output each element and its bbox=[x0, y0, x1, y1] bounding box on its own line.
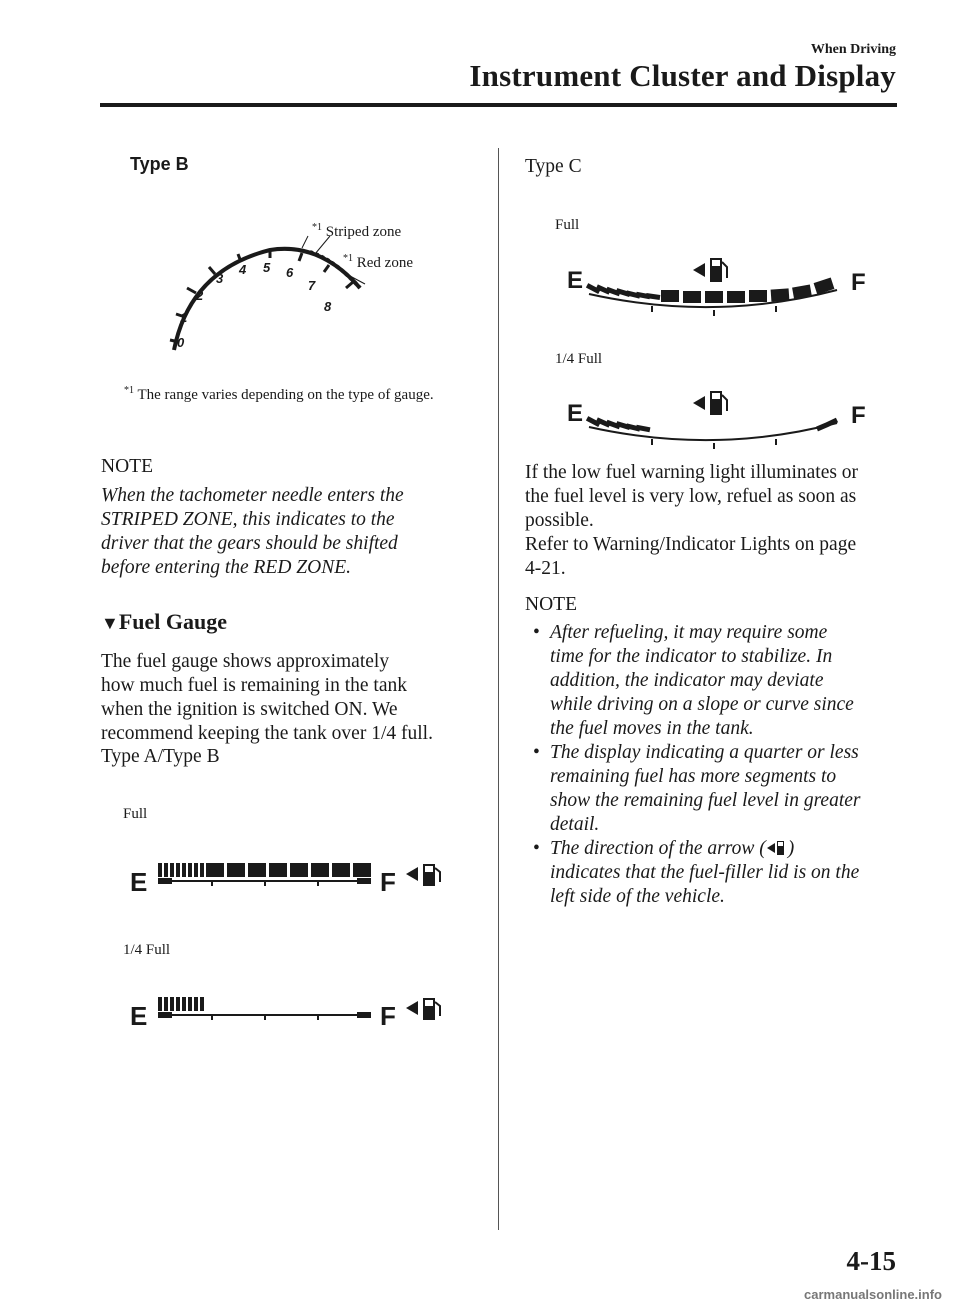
type-b-label: Type B bbox=[130, 154, 189, 174]
arrow-left-icon bbox=[693, 396, 705, 410]
column-divider bbox=[498, 148, 499, 1230]
tick-3 bbox=[209, 267, 215, 274]
type-c-quarter-label: 1/4 Full bbox=[555, 351, 603, 367]
arrow-left-icon bbox=[406, 867, 418, 881]
fuel-pump-icon bbox=[423, 864, 440, 886]
type-c-quarter-gauge bbox=[565, 385, 885, 457]
tachometer-footnote: $^{*1}$ The range varies depending on the type of gauge. bbox=[124, 385, 434, 403]
type-ab-label: Type A/Type B bbox=[101, 746, 220, 767]
striped-zone-label: $^{*1}$ Striped zone bbox=[312, 222, 402, 240]
tick-label-3: 3 bbox=[216, 271, 224, 286]
type-c-label: Type C bbox=[525, 156, 582, 177]
header-rule bbox=[100, 103, 897, 107]
red-zone-label: $^{*1}$ Red zone bbox=[343, 253, 413, 271]
note2-label: NOTE bbox=[525, 594, 577, 615]
e-label: E bbox=[130, 1001, 148, 1031]
type-ab-quarter-label: 1/4 Full bbox=[123, 942, 171, 958]
tick-label-1: 1 bbox=[180, 310, 188, 325]
fuel-gauge-body: The fuel gauge shows approximately how much fuel is remaining in the tank when the ignition is switched ON. We recommend keeping the tank over 1/4 full. bbox=[101, 651, 433, 744]
full-segments bbox=[158, 863, 371, 877]
page-title: Instrument Cluster and Display bbox=[469, 58, 896, 93]
footer-watermark: carmanualsonline.info bbox=[804, 1287, 942, 1302]
e-label: E bbox=[130, 867, 148, 897]
note1-body: When the tachometer needle enters the STRIPED ZONE, this indicates to the driver that the gears should be shifted before entering the RED ZONE. bbox=[101, 485, 404, 578]
section-label: When Driving bbox=[810, 42, 896, 57]
f-label: F bbox=[851, 269, 866, 296]
note2-item-2: • The display indicating a quarter or less remaining fuel has more segments to show the remaining fuel level in greater detail. bbox=[533, 742, 861, 835]
fuel-pump-icon bbox=[710, 391, 727, 415]
f-label: F bbox=[380, 1001, 396, 1031]
fuel-pump-icon bbox=[423, 998, 440, 1020]
f-label: F bbox=[851, 402, 866, 429]
tachometer-diagram bbox=[160, 210, 460, 360]
tick-7 bbox=[324, 265, 329, 272]
arrow-left-icon bbox=[693, 263, 705, 277]
tick-label-2: 2 bbox=[196, 288, 204, 303]
arrow-left-icon bbox=[406, 1001, 418, 1015]
tick-label-5: 5 bbox=[263, 260, 271, 275]
type-ab-quarter-gauge bbox=[128, 990, 468, 1034]
e-label: E bbox=[567, 267, 584, 294]
type-c-full-label: Full bbox=[555, 217, 580, 233]
quarter-segments bbox=[586, 416, 651, 432]
tick-label-7: 7 bbox=[308, 278, 316, 293]
note1-label: NOTE bbox=[101, 456, 153, 477]
tick-6 bbox=[299, 253, 302, 261]
striped-callout-line bbox=[302, 236, 308, 248]
page-number: 4-15 bbox=[846, 1246, 896, 1276]
quarter-segments bbox=[158, 997, 204, 1011]
tick-2 bbox=[187, 288, 196, 293]
type-c-full-gauge bbox=[565, 252, 885, 324]
tick-label-8: 8 bbox=[324, 299, 332, 314]
note2-item-1: • After refueling, it may require some time for the indicator to stabilize. In addition, the indicator may deviate while driving on a slope or curve since the fuel moves in the tank. bbox=[533, 622, 854, 739]
f-label: F bbox=[380, 867, 396, 897]
fuel-pump-icon bbox=[710, 258, 727, 282]
type-ab-full-label: Full bbox=[123, 806, 148, 822]
tick-8 bbox=[346, 282, 353, 288]
note2-item-3: • The direction of the arrow ( ) indicates that the fuel-filler lid is on the left side of the vehicle. bbox=[533, 838, 860, 907]
tick-label-0: 0 bbox=[177, 335, 185, 350]
fuel-gauge-heading: ▼Fuel Gauge bbox=[101, 609, 227, 634]
tick-label-6: 6 bbox=[286, 265, 294, 280]
e-label: E bbox=[567, 400, 584, 427]
tick-label-4: 4 bbox=[239, 262, 247, 277]
arrow-fuel-icon bbox=[766, 839, 788, 857]
type-ab-full-gauge bbox=[128, 856, 468, 900]
type-c-body: If the low fuel warning light illuminates or the fuel level is very low, refuel as soon as possible. Refer to Warning/Indicator Lights on page 4-21. bbox=[525, 462, 859, 579]
note2-list bbox=[525, 621, 905, 909]
